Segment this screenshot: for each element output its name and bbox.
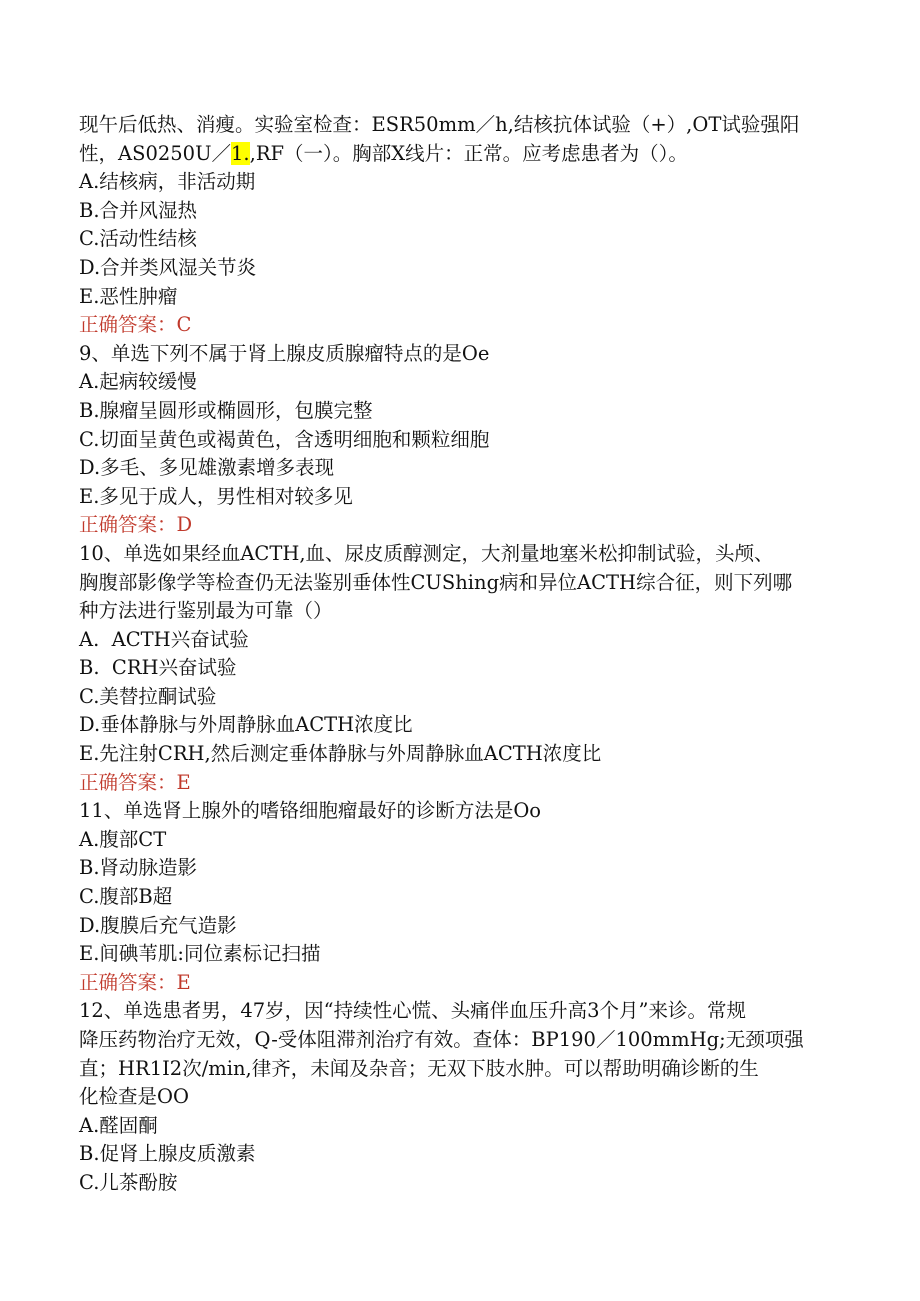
option-a: A.醛固酮 bbox=[79, 1113, 158, 1137]
option-c: C.切面呈黄色或褐黄色，含透明细胞和颗粒细胞 bbox=[79, 427, 490, 451]
option-d: D.合并类风湿关节炎 bbox=[79, 255, 257, 279]
document-page bbox=[79, 111, 839, 1198]
option-b: B.合并风湿热 bbox=[79, 198, 198, 222]
option-e: E.先注射CRH,然后测定垂体静脉与外周静脉血ACTH浓度比 bbox=[79, 742, 602, 766]
option-e: E.恶性肿瘤 bbox=[79, 284, 178, 308]
option-a: A.起病较缓慢 bbox=[79, 370, 197, 394]
option-d: D.腹膜后充气造影 bbox=[79, 913, 237, 937]
option-d: D.垂体静脉与外周静脉血ACTH浓度比 bbox=[79, 713, 413, 737]
option-b: B.肾动脉造影 bbox=[79, 856, 198, 880]
option-c: C.腹部B超 bbox=[79, 885, 173, 909]
option-e: E.多见于成人，男性相对较多见 bbox=[79, 484, 353, 508]
option-a: A.腹部CT bbox=[79, 827, 167, 851]
correct-answer: 正确答案：E bbox=[79, 970, 191, 994]
option-c: C.儿茶酚胺 bbox=[79, 1170, 178, 1194]
question-stem-line: 种方法进行鉴别最为可靠（） bbox=[79, 599, 333, 623]
question-stem-line: 9、单选下列不属于肾上腺皮质腺瘤特点的是Oe bbox=[79, 341, 490, 365]
option-a: A.结核病，非活动期 bbox=[79, 170, 256, 194]
highlighted-text: 1. bbox=[231, 141, 250, 165]
option-c: C.美替拉酮试验 bbox=[79, 684, 217, 708]
question-stem-line: 10、单选如果经血ACTH,血、尿皮质醇测定，大剂量地塞米松抑制试验，头颅、 bbox=[79, 541, 774, 565]
option-d: D.多毛、多见雄激素增多表现 bbox=[79, 456, 335, 480]
option-e: E.间碘苇肌:同位素标记扫描 bbox=[79, 942, 321, 966]
option-b: B.腺瘤呈圆形或椭圆形，包膜完整 bbox=[79, 398, 373, 422]
stem-text: ,RF（一）。胸部X线片：正常。应考虑患者为（）。 bbox=[249, 141, 688, 165]
option-a: A. ACTH兴奋试验 bbox=[79, 627, 249, 651]
question-stem-line: 现午后低热、消瘦。实验室检查：ESR50mm／h,结核抗体试验（+）,OT试验强阳 bbox=[79, 113, 800, 136]
correct-answer: 正确答案：D bbox=[79, 513, 193, 537]
stem-text: 性，AS0250U／ bbox=[79, 141, 232, 165]
question-stem-line: 降压药物治疗无效，Q-受体阻滞剂治疗有效。查体：BP190／100mmHg;无颈项强 bbox=[79, 1028, 804, 1051]
question-stem-line: 胸腹部影像学等检查仍无法鉴别垂体性CUShing病和异位ACTH综合征，则下列哪 bbox=[79, 570, 793, 594]
question-stem-line: 11、单选肾上腺外的嗜铬细胞瘤最好的诊断方法是Oo bbox=[79, 799, 542, 823]
option-b: B.促肾上腺皮质激素 bbox=[79, 1142, 256, 1166]
question-stem-line: 化检查是OO bbox=[79, 1085, 189, 1109]
option-c: C.活动性结核 bbox=[79, 227, 197, 251]
question-stem-line: 直；HR1I2次/min,律齐，未闻及杂音；无双下肢水肿。可以帮助明确诊断的生 bbox=[79, 1056, 759, 1080]
question-stem-line: 12、单选患者男，47岁，因“持续性心慌、头痛伴血压升高3个月”来诊。常规 bbox=[79, 999, 746, 1023]
correct-answer: 正确答案：E bbox=[79, 770, 191, 794]
correct-answer: 正确答案：C bbox=[79, 313, 192, 337]
option-b: B. CRH兴奋试验 bbox=[79, 656, 237, 680]
question-stem-line bbox=[79, 140, 839, 169]
